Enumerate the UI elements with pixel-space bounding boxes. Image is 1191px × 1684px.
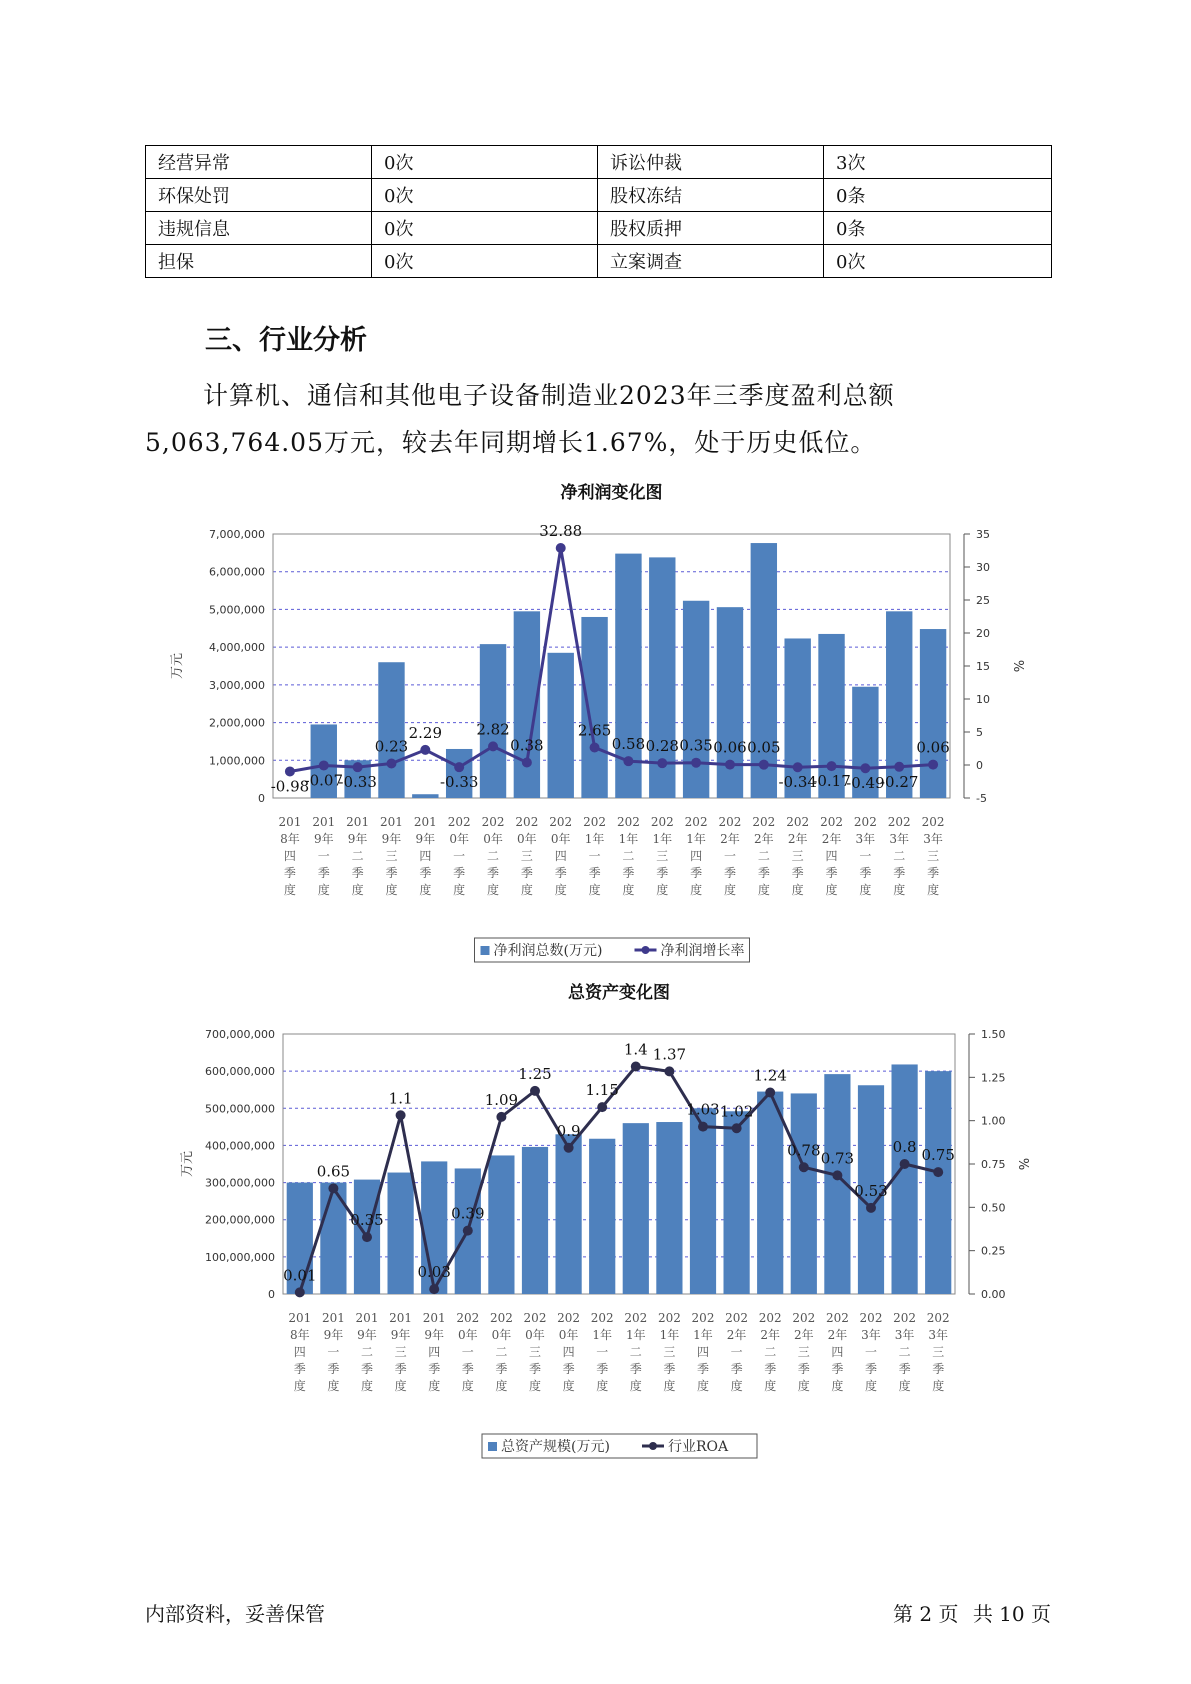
line-point	[564, 1143, 574, 1153]
x-tick-label: 202 1年三季度	[650, 815, 674, 897]
bar	[683, 601, 709, 798]
y2-tick-label: -5	[976, 792, 987, 805]
x-tick-label: 202 3年二季度	[887, 815, 911, 897]
x-tick-label: 202 3年一季度	[853, 815, 877, 897]
x-tick-label: 202 0年三季度	[523, 1311, 547, 1393]
table-row	[146, 179, 1052, 212]
data-label: -0.33	[338, 773, 377, 792]
line-point	[463, 1226, 473, 1236]
y-tick-label: 2,000,000	[209, 716, 265, 730]
x-tick-label: 202 0年二季度	[489, 1311, 513, 1393]
data-label: 0.73	[820, 1149, 855, 1168]
table-row	[146, 245, 1052, 278]
line-point	[860, 763, 870, 773]
line-point	[765, 1088, 775, 1098]
line-point	[328, 1183, 338, 1193]
data-label: 1.25	[518, 1064, 552, 1083]
data-label: 0.58	[611, 735, 646, 754]
bar	[791, 1093, 817, 1294]
data-label: 1.1	[388, 1089, 413, 1108]
y2-tick-label: 15	[976, 660, 990, 673]
y-tick-label: 5,000,000	[209, 603, 265, 617]
bar	[589, 1139, 615, 1294]
line-point	[362, 1232, 372, 1242]
x-tick-label: 201 9年三季度	[380, 815, 403, 897]
data-label: -0.98	[270, 777, 310, 796]
data-label: 0.39	[451, 1204, 485, 1223]
x-tick-label: 201 9年二季度	[355, 1311, 379, 1393]
legend-bar-swatch	[488, 1442, 497, 1451]
data-label: 0.06	[713, 738, 747, 757]
table-cell: 诉讼仲裁	[598, 146, 824, 179]
legend-line-marker	[642, 946, 650, 954]
y-axis-label: 万元	[170, 652, 185, 680]
y2-tick-label: 35	[976, 528, 990, 541]
x-tick-label: 202 2年三季度	[792, 1311, 816, 1393]
line-point	[866, 1203, 876, 1213]
data-label: -0.17	[812, 772, 851, 791]
line-point	[396, 1110, 406, 1120]
x-tick-label: 202 2年二季度	[758, 1311, 782, 1393]
x-tick-label: 201 9年一季度	[312, 815, 336, 897]
table-cell: 0条	[824, 212, 1052, 245]
data-label: 1.03	[686, 1100, 720, 1119]
table-cell: 立案调查	[598, 245, 824, 278]
line-point	[732, 1123, 742, 1133]
section-title: 三、行业分析	[205, 325, 367, 356]
data-label: 0.53	[854, 1181, 888, 1200]
line-point	[556, 543, 566, 553]
line-point	[725, 760, 735, 770]
x-tick-label: 202 0年二季度	[481, 815, 505, 897]
bar	[412, 794, 438, 798]
analysis-paragraph: 计算机、通信和其他电子设备制造业2023年三季度盈利总额5,063,764.05万元，较去年同期增长1.67%，处于历史低位。	[145, 381, 895, 457]
total-assets-chart-svg	[0, 983, 1191, 1455]
line-point	[454, 762, 464, 772]
data-label: 0.65	[316, 1162, 351, 1181]
y2-tick-label: 25	[976, 594, 990, 607]
table-cell: 环保处罚	[146, 179, 372, 212]
y-axis-label: 万元	[180, 1150, 195, 1178]
x-tick-label: 202 0年一季度	[456, 1311, 480, 1393]
bar	[522, 1147, 548, 1294]
line-point	[522, 757, 532, 767]
y2-tick-label: 0.00	[981, 1288, 1006, 1301]
data-label: 0.8	[892, 1138, 917, 1156]
bar	[920, 629, 946, 798]
y2-tick-label: 1.50	[981, 1028, 1006, 1041]
table-cell: 经营异常	[146, 146, 372, 179]
y-tick-label: 4,000,000	[209, 641, 265, 655]
bar	[925, 1071, 951, 1294]
line-point	[900, 1159, 910, 1169]
y2-tick-label: 1.00	[981, 1114, 1006, 1128]
data-label: 0.28	[645, 737, 679, 756]
x-tick-label: 202 3年一季度	[859, 1311, 883, 1393]
table-cell: 0次	[372, 179, 598, 212]
bar	[555, 1134, 581, 1294]
line-point	[698, 1122, 708, 1132]
data-label: 0.35	[350, 1211, 384, 1230]
line-point	[933, 1167, 943, 1177]
table-cell: 0条	[824, 179, 1052, 212]
line-point	[664, 1066, 674, 1076]
table-cell: 0次	[372, 146, 598, 179]
y2-axis-label: %	[1010, 659, 1025, 673]
legend-bar-label: 净利润总数(万元)	[493, 943, 603, 959]
bar	[581, 617, 607, 798]
legend-bar-label: 总资产规模(万元)	[501, 1439, 610, 1455]
line-point	[827, 761, 837, 771]
bar	[387, 1173, 413, 1294]
x-tick-label: 202 2年一季度	[718, 815, 742, 897]
data-label: -0.33	[439, 773, 479, 792]
table-row	[146, 146, 1052, 179]
table-cell: 股权冻结	[598, 179, 824, 212]
bar	[488, 1155, 514, 1294]
bar	[548, 653, 574, 798]
y-tick-label: 7,000,000	[209, 528, 265, 541]
bar	[656, 1122, 682, 1294]
x-tick-label: 202 1年一季度	[590, 1311, 614, 1393]
legend-bar-swatch	[481, 946, 490, 955]
x-tick-label: 201 9年四季度	[422, 1311, 446, 1393]
data-label: 1.24	[753, 1066, 787, 1085]
data-label: 2.29	[408, 723, 443, 742]
x-tick-label: 202 1年四季度	[684, 815, 708, 897]
line-point	[928, 760, 938, 770]
y2-tick-label: 0	[976, 759, 983, 772]
line-point	[759, 760, 769, 770]
line-point	[496, 1112, 506, 1122]
x-tick-label: 202 2年一季度	[725, 1311, 749, 1393]
data-label: 0.01	[283, 1266, 317, 1285]
table-cell: 担保	[146, 245, 372, 278]
plot-area	[283, 1034, 955, 1294]
y-tick-label: 1,000,000	[209, 754, 265, 768]
table-cell: 0次	[824, 245, 1052, 278]
x-tick-label: 202 2年四季度	[820, 815, 843, 897]
bar	[723, 1111, 749, 1294]
y2-tick-label: 0.25	[981, 1244, 1006, 1258]
bar	[757, 1092, 783, 1294]
line-point	[691, 758, 701, 768]
data-label: 0.05	[747, 738, 781, 757]
line-point	[597, 1102, 607, 1112]
total-pages: 共 10 页	[972, 1602, 1051, 1626]
y-tick-label: 0	[268, 1288, 275, 1301]
y-tick-label: 500,000,000	[205, 1102, 275, 1116]
line-point	[793, 762, 803, 772]
data-label: 0.03	[417, 1263, 451, 1282]
data-label: 1.15	[585, 1081, 619, 1100]
data-label: 1.4	[623, 1040, 648, 1059]
x-tick-label: 202 0年一季度	[447, 815, 471, 897]
x-tick-label: 202 1年二季度	[624, 1311, 648, 1393]
legend-line-marker	[649, 1442, 657, 1450]
line-point	[832, 1170, 842, 1180]
y2-tick-label: 10	[976, 693, 990, 706]
y-tick-label: 6,000,000	[209, 565, 265, 579]
data-label: 0.35	[679, 736, 713, 755]
legend-line-label: 行业ROA	[668, 1439, 729, 1455]
line-point	[623, 756, 633, 766]
data-label: 2.65	[577, 721, 612, 740]
data-label: 0.75	[921, 1146, 955, 1165]
data-label: 0.78	[787, 1141, 821, 1160]
footer-page-number	[885, 1598, 1051, 1627]
y-tick-label: 100,000,000	[205, 1250, 275, 1264]
x-tick-label: 202 1年二季度	[616, 815, 640, 897]
x-tick-label: 202 2年四季度	[825, 1311, 849, 1393]
chart-title: 总资产变化图	[568, 983, 670, 1003]
line-point	[894, 762, 904, 772]
data-label: -0.34	[778, 773, 817, 792]
table-row	[146, 212, 1052, 245]
x-tick-label: 202 2年三季度	[786, 815, 810, 897]
y2-tick-label: 1.25	[981, 1071, 1006, 1085]
line-point	[590, 743, 600, 753]
legend-line-label: 净利润增长率	[660, 943, 745, 959]
x-tick-label: 202 3年三季度	[921, 815, 945, 897]
line-point	[631, 1062, 641, 1072]
x-tick-label: 201 9年四季度	[413, 815, 437, 897]
y2-tick-label: 20	[976, 627, 990, 640]
bar	[891, 1064, 917, 1294]
y-tick-label: 3,000,000	[209, 678, 265, 692]
line-point	[488, 741, 498, 751]
x-tick-label: 202 3年三季度	[926, 1311, 950, 1393]
line-point	[319, 760, 329, 770]
x-tick-label: 202 1年四季度	[691, 1311, 715, 1393]
x-tick-label: 201 9年三季度	[389, 1311, 413, 1393]
y-tick-label: 600,000,000	[205, 1065, 275, 1079]
y-tick-label: 700,000,000	[205, 1028, 275, 1041]
data-label: 0.38	[510, 736, 544, 755]
page-number: 第 2 页	[893, 1602, 959, 1626]
data-label: 0.9	[556, 1121, 581, 1140]
line-point	[657, 758, 667, 768]
x-tick-label: 201 9年二季度	[346, 815, 370, 897]
data-label: -0.27	[879, 772, 919, 791]
x-tick-label: 201 9年一季度	[321, 1311, 345, 1393]
data-label: 1.37	[652, 1045, 687, 1064]
line-point	[420, 745, 430, 755]
data-label: 1.02	[719, 1102, 754, 1121]
risk-info-table	[145, 145, 1052, 278]
data-label: 32.88	[539, 521, 583, 540]
y2-tick-label: 30	[976, 561, 990, 574]
x-tick-label: 202 2年二季度	[752, 815, 776, 897]
x-tick-label: 202 0年四季度	[549, 815, 573, 897]
chart-title: 净利润变化图	[560, 483, 663, 503]
data-label: 1.09	[484, 1090, 519, 1109]
y2-tick-label: 5	[976, 726, 983, 739]
line-point	[353, 762, 363, 772]
x-tick-label: 202 0年四季度	[557, 1311, 581, 1393]
data-label: 0.23	[374, 737, 409, 756]
y2-tick-label: 0.50	[981, 1201, 1006, 1215]
line-point	[386, 758, 396, 768]
x-tick-label: 201 8年四季度	[278, 815, 302, 897]
bar	[690, 1108, 716, 1294]
x-tick-label: 202 3年二季度	[893, 1311, 917, 1393]
line-point	[429, 1284, 439, 1294]
x-tick-label: 201 8年四季度	[288, 1311, 312, 1393]
y-tick-label: 300,000,000	[205, 1176, 275, 1190]
x-tick-label: 202 1年一季度	[583, 815, 607, 897]
line-point	[285, 766, 295, 776]
net-profit-chart-svg	[0, 483, 1191, 959]
bar	[623, 1123, 649, 1294]
table-cell: 0次	[372, 245, 598, 278]
x-tick-label: 202 1年三季度	[657, 1311, 681, 1393]
table-cell: 0次	[372, 212, 598, 245]
data-label: -0.49	[846, 774, 885, 793]
data-label: -0.07	[304, 771, 344, 790]
y-tick-label: 200,000,000	[205, 1213, 275, 1227]
y2-tick-label: 0.75	[981, 1158, 1006, 1171]
line-point	[530, 1086, 540, 1096]
table-cell: 违规信息	[146, 212, 372, 245]
y2-axis-label: %	[1015, 1157, 1030, 1171]
table-cell: 股权质押	[598, 212, 824, 245]
y-tick-label: 0	[258, 792, 265, 805]
x-tick-label: 202 0年三季度	[515, 815, 539, 897]
plot-area	[270, 534, 950, 798]
footer-confidential: 内部资料，妥善保管	[145, 1602, 325, 1626]
y-tick-label: 400,000,000	[205, 1139, 275, 1153]
line-point	[295, 1287, 305, 1297]
data-label: 0.06	[916, 738, 950, 757]
line-point	[799, 1162, 809, 1172]
net-profit-chart	[0, 483, 1191, 959]
table-cell: 3次	[824, 146, 1052, 179]
bar	[378, 662, 404, 798]
data-label: 2.82	[476, 720, 510, 739]
total-assets-chart	[0, 983, 1191, 1455]
